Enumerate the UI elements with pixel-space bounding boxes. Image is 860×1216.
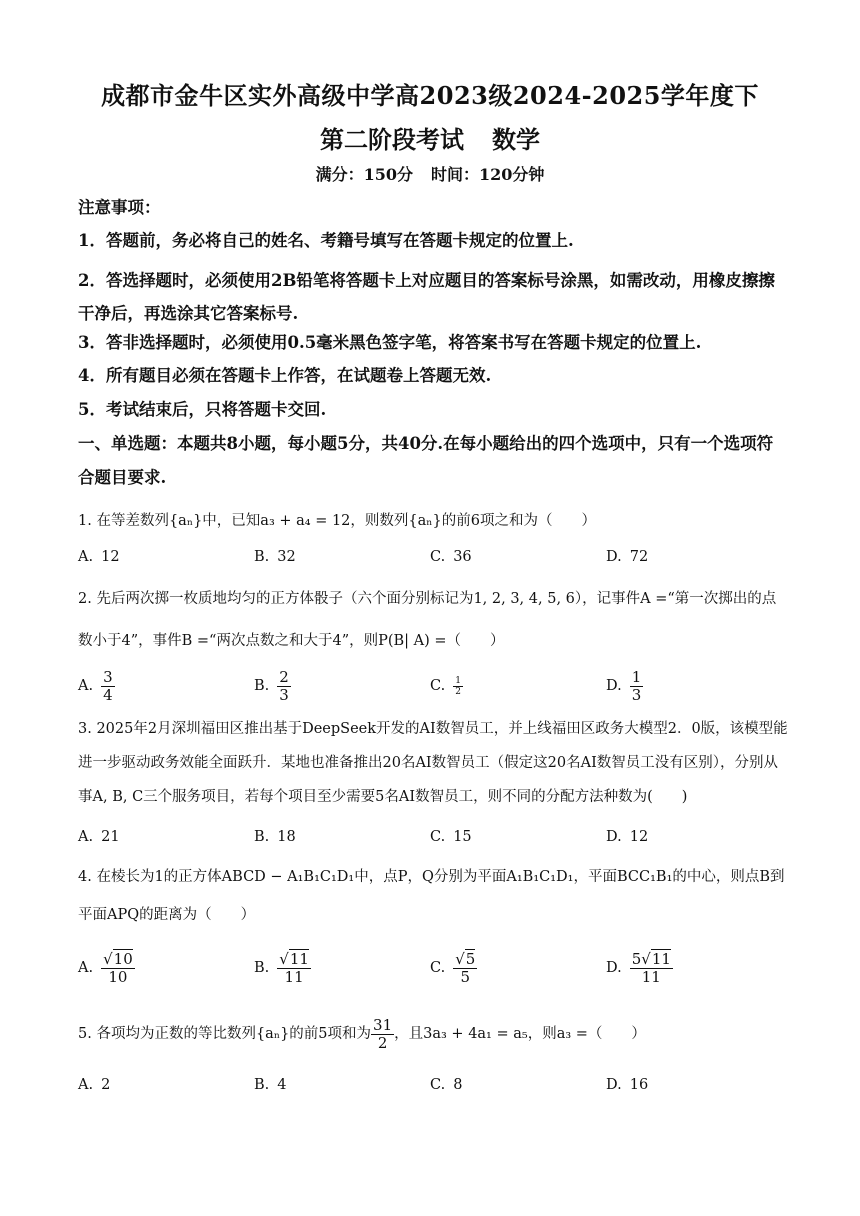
exam-subtitle (0, 120, 860, 155)
note-item: 4．所有题目必须在答题卡上作答，在试题卷上答题无效. (78, 366, 492, 385)
option-a: A. 21 (78, 829, 120, 845)
question-4: 4. 在棱长为1的正方体ABCD − A₁B₁C₁D₁中，点P，Q分别为平面A₁B₁C₁D₁，平面BCC₁B₁的中心，则点B到平面APQ的距离为（ ） (78, 869, 785, 923)
question-3: 3. 2025年2月深圳福田区推出基于DeepSeek开发的AI数智员工，并上线福田区政务大模型2．0版，该模型能进一步驱动政务效能全面跃升．某地也准备推出20名AI数智员工（假定这20名AI数智员工没有区别），分别从事A, B, C三个服务项目，若每个项目至少需要5名AI数智员工，则不同的分配方法种数为( ) (78, 721, 788, 805)
question-2: 2. 先后两次掷一枚质地均匀的正方体骰子（六个面分别标记为1, 2, 3, 4, 5, 6），记事件A =“第一次掷出的点数小于4”，事件B =“两次点数之和大于4”，则P(B| A) =（ ） (78, 591, 777, 649)
notes-heading: 注意事项： (78, 198, 161, 217)
option-a: A. 2 (78, 1077, 111, 1093)
full-score: 满分：150分 (315, 165, 413, 184)
question-1: 1. 在等差数列{aₙ}中，已知a₃ + a₄ = 12，则数列{aₙ}的前6项之和为（ ） (78, 513, 597, 529)
option-b: B. $\frac{2}{3}$ (254, 667, 289, 704)
fraction: $\frac{31}{2}$ (373, 1015, 393, 1052)
option-c: C. 8 (430, 1077, 463, 1093)
option-d: D. $\frac{5√11}{11}$ (606, 949, 671, 986)
note-item: 1．答题前，务必将自己的姓名、考籍号填写在答题卡规定的位置上. (78, 231, 574, 250)
option-c: C. $\frac{√5}{5}$ (430, 949, 476, 986)
note-item: 2．答选择题时，必须使用2B铅笔将答题卡上对应题目的答案标号涂黑，如需改动，用橡皮擦擦干净后，再选涂其它答案标号. (78, 271, 775, 323)
option-c: C. 36 (430, 549, 472, 565)
exam-subject: 数学 (492, 125, 540, 154)
option-d: D. 72 (606, 549, 649, 565)
question-3-options (78, 820, 788, 854)
option-a: A. $\frac{3}{4}$ (78, 667, 113, 704)
option-b: B. $\frac{√11}{11}$ (254, 949, 309, 986)
question-5: 5. 各项均为正数的等比数列{aₙ}的前5项和为 $\frac{31}{2}$ ，且3a₃ + 4a₁ = a₅，则a₃ =（ ） (78, 1015, 646, 1052)
option-a: A. $\frac{√10}{10}$ (78, 949, 133, 986)
option-d: D. 16 (606, 1077, 649, 1093)
option-a: A. 12 (78, 549, 120, 565)
question-5-options (78, 1068, 788, 1102)
exam-info (0, 162, 860, 185)
option-d: D. 12 (606, 829, 649, 845)
option-b: B. 32 (254, 549, 296, 565)
option-b: B. 4 (254, 1077, 287, 1093)
question-2-options (78, 664, 788, 708)
option-d: D. $\frac{1}{3}$ (606, 667, 642, 704)
note-item: 3．答非选择题时，必须使用0.5毫米黑色签字笔，将答案书写在答题卡规定的位置上. (78, 333, 702, 352)
exam-stage: 第二阶段考试 (320, 125, 464, 154)
option-b: B. 18 (254, 829, 296, 845)
option-c: C. 15 (430, 829, 472, 845)
section-heading: 一、单选题：本题共8小题，每小题5分，共40分.在每小题给出的四个选项中，只有一个选项符合题目要求. (78, 434, 774, 487)
option-c: C. $\frac{1}{2}$ (430, 675, 461, 697)
note-item: 5．考试结束后，只将答题卡交回. (78, 400, 327, 419)
exam-time: 时间：120分钟 (431, 165, 545, 184)
exam-title: 成都市金牛区实外高级中学高2023级2024-2025学年度下 (101, 81, 759, 110)
question-4-options (78, 942, 788, 994)
question-1-options (78, 537, 788, 577)
